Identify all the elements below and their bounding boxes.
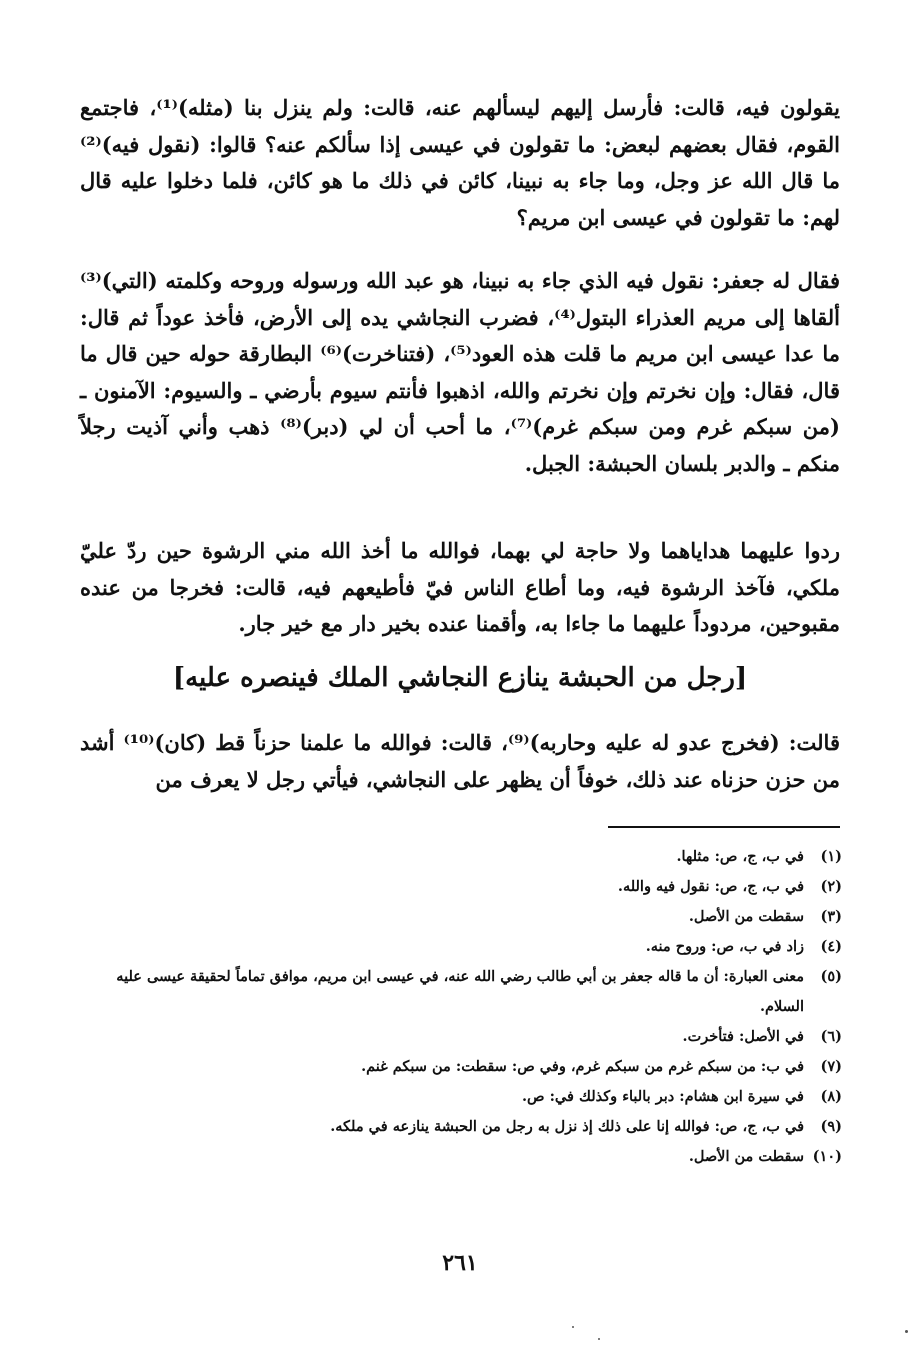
footnote-text: سقطت من الأصل. — [688, 1148, 804, 1165]
footnote-4 — [80, 932, 842, 962]
paragraph-text: قالت: (فخرج عدو له عليه وحاربه)⁽⁹⁾، قالت: فوالله ما علمنا حزناً قط (كان)⁽¹⁰⁾ أشد من حزن حزناه عند ذلك، خوفاً أن يظهر على النجاشي، فيأتي رجل لا يعرف من — [80, 730, 840, 792]
paragraph-4 — [80, 725, 840, 798]
footnote-number: (٤) — [820, 938, 842, 955]
paragraph-text: ردوا عليهما هداياهما ولا حاجة لي بهما، فوالله ما أخذ الله مني الرشوة حين ردّ عليّ ملكي، فآخذ الرشوة فيه، وما أطاع الناس فيّ فأطيعهم فيه، قالت: فخرجا من عنده مقبوحين، مردوداً عليهما ما جاءا به، وأقمنا عنده بخير دار مع خير جار. — [80, 538, 840, 636]
footnote-7 — [80, 1052, 842, 1082]
footnote-3 — [80, 902, 842, 932]
footnote-10 — [80, 1142, 842, 1172]
scan-speck — [572, 1326, 574, 1328]
footnote-number: (١٠) — [812, 1148, 842, 1165]
footnote-separator — [608, 826, 840, 828]
paragraph-text: فقال له جعفر: نقول فيه الذي جاء به نبينا، هو عبد الله ورسوله وروحه وكلمته (التي)⁽³⁾ ألقاها إلى مريم العذراء البتول⁽⁴⁾، فضرب النجاشي يده إلى الأرض، فأخذ عوداً ثم قال: ما عدا عيسى ابن مريم ما قلت هذه العود⁽⁵⁾، (فتناخرت)⁽⁶⁾ البطارقة حوله حين قال ما قال، فقال: وإن نخرتم وإن نخرتم والله، اذهبوا فأنتم سيوم بأرضي ـ والسيوم: الآمنون ـ (من سبكم غرم ومن سبكم غرم)⁽⁷⁾، ما أحب أن لي (دبر)⁽⁸⁾ ذهب وأني آذيت رجلاً منكم ـ والدبر بلسان الحبشة: الجبل. — [80, 268, 841, 476]
footnote-text: في ب، ج، ص: فوالله إنا على ذلك إذ نزل به رجل من الحبشة ينازعه في ملكه. — [330, 1118, 804, 1135]
footnote-text: معنى العبارة: أن ما قاله جعفر بن أبي طالب رضي الله عنه، في عيسى ابن مريم، موافق تماماً لحقيقة عيسى عليه السلام. — [116, 968, 804, 1015]
paragraph-text: يقولون فيه، قالت: فأرسل إليهم ليسألهم عنه، قالت: ولم ينزل بنا (مثله)⁽¹⁾، فاجتمع القوم، فقال بعضهم لبعض: ما تقولون في عيسى إذا سألكم عنه؟ قالوا: (نقول فيه)⁽²⁾ ما قال الله عز وجل، وما جاء به نبينا، كائن في ذلك ما هو كائن، فلما دخلوا عليه قال لهم: ما تقولون في عيسى ابن مريم؟ — [80, 95, 840, 230]
scan-speck — [598, 1338, 600, 1340]
paragraph-1 — [80, 90, 840, 236]
footnote-number: (٨) — [820, 1088, 842, 1105]
footnote-text: في ب، ج، ص: مثلها. — [676, 848, 804, 865]
footnote-6 — [80, 1022, 842, 1052]
footnote-number: (٧) — [820, 1058, 842, 1075]
footnotes-list — [80, 842, 842, 1172]
footnote-number: (١) — [820, 848, 842, 865]
footnote-number: (٣) — [820, 908, 842, 925]
footnote-2 — [80, 872, 842, 902]
page-number: ٢٦١ — [442, 1250, 478, 1276]
footnote-text: سقطت من الأصل. — [688, 908, 804, 925]
footnote-number: (٦) — [820, 1028, 842, 1045]
footnote-text: في ب، ج، ص: نقول فيه والله. — [617, 878, 804, 895]
footnote-5 — [80, 962, 842, 1022]
footnote-text: زاد في ب، ص: وروح منه. — [645, 938, 804, 955]
scan-speck — [905, 1330, 908, 1333]
footnote-number: (٥) — [820, 968, 842, 985]
paragraph-3 — [80, 533, 840, 643]
section-heading: [رجل من الحبشة ينازع النجاشي الملك فينصره عليه] — [172, 663, 748, 693]
paragraph-2 — [80, 263, 840, 482]
footnote-8 — [80, 1082, 842, 1112]
footnote-text: في سيرة ابن هشام: دبر بالباء وكذلك في: ص. — [521, 1088, 804, 1105]
footnote-number: (٢) — [820, 878, 842, 895]
footnote-9 — [80, 1112, 842, 1142]
footnote-number: (٩) — [820, 1118, 842, 1135]
footnote-text: في الأصل: فتأخرت. — [682, 1028, 804, 1045]
footnote-1 — [80, 842, 842, 872]
footnote-text: في ب: من سبكم غرم من سبكم غرم، وفي ص: سقطت: من سبكم غنم. — [361, 1058, 804, 1075]
